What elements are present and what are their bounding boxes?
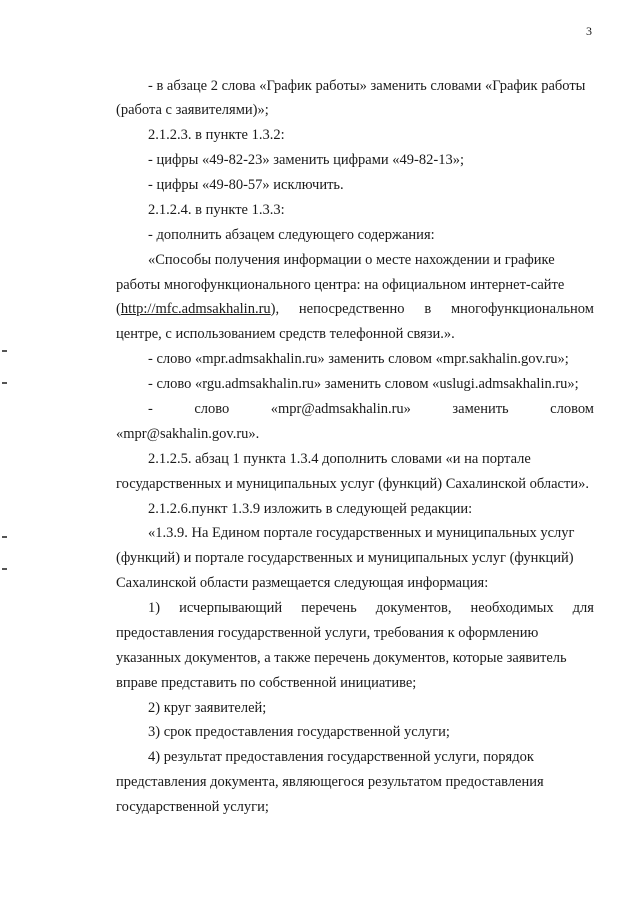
word: перечень: [301, 600, 357, 616]
text-line: представления документа, являющегося результатом предоставления: [116, 774, 544, 790]
text-line: «Способы получения информации о месте нахождении и графике: [148, 252, 555, 268]
text-line: указанных документов, а также перечень документов, которые заявитель: [116, 650, 567, 666]
text-line: государственных и муниципальных услуг (функций) Сахалинской области».: [116, 476, 589, 492]
text-line: - цифры «49-80-57» исключить.: [148, 177, 344, 193]
margin-mark: [2, 350, 7, 352]
text-line: государственной услуги;: [116, 799, 269, 815]
text-line: Сахалинской области размещается следующая информация:: [116, 575, 489, 591]
text-line: (работа с заявителями)»;: [116, 102, 269, 118]
text-fragment: ),: [270, 301, 280, 317]
text-line: [148, 400, 594, 418]
word: словом: [550, 401, 594, 417]
text-line: 3) срок предоставления государственной услуги;: [148, 724, 450, 740]
text-line: (функций) и портале государственных и муниципальных услуг (функций): [116, 550, 574, 566]
word: необходимых: [470, 600, 554, 616]
text-fragment: (: [116, 301, 121, 317]
text-line: предоставления государственной услуги, требования к оформлению: [116, 625, 539, 641]
word: слово: [194, 401, 230, 417]
word: для: [572, 600, 594, 616]
text-line: центре, с использованием средств телефонной связи.».: [116, 326, 455, 342]
word: -: [148, 401, 153, 417]
word: непосредственно: [298, 301, 405, 317]
text-line: - слово «rgu.admsakhalin.ru» заменить словом «uslugi.admsakhalin.ru»;: [148, 376, 579, 392]
text-line: 2) круг заявителей;: [148, 700, 267, 716]
mfc-site-link[interactable]: http://mfc.admsakhalin.ru: [120, 301, 271, 317]
text-line: 2.1.2.3. в пункте 1.3.2:: [148, 127, 285, 143]
text-line: 4) результат предоставления государственной услуги, порядок: [148, 749, 534, 765]
text-line: - слово «mpr.admsakhalin.ru» заменить словом «mpr.sakhalin.gov.ru»;: [148, 351, 569, 367]
text-line: «mpr@sakhalin.gov.ru».: [116, 426, 260, 442]
text-line: 2.1.2.6.пункт 1.3.9 изложить в следующей редакции:: [148, 501, 473, 517]
text-line: - в абзаце 2 слова «График работы» заменить словами «График работы: [148, 78, 586, 94]
margin-mark: [2, 536, 7, 538]
text-line: [116, 300, 594, 318]
word: исчерпывающий: [179, 600, 283, 616]
word: 1): [148, 600, 161, 616]
text-line: - цифры «49-82-23» заменить цифрами «49-82-13»;: [148, 152, 464, 168]
text-line: «1.3.9. На Едином портале государственных и муниципальных услуг: [148, 525, 575, 541]
text-line: 2.1.2.5. абзац 1 пункта 1.3.4 дополнить словами «и на портале: [148, 451, 531, 467]
word: многофункциональном: [451, 301, 594, 317]
text-line: - дополнить абзацем следующего содержания:: [148, 227, 435, 243]
margin-mark: [2, 568, 7, 570]
word: документов,: [375, 600, 452, 616]
text-line: 2.1.2.4. в пункте 1.3.3:: [148, 202, 285, 218]
page-number: 3: [586, 24, 592, 38]
text-line: [148, 599, 594, 617]
text-line: вправе представить по собственной инициативе;: [116, 675, 417, 691]
word: заменить: [452, 401, 509, 417]
word: «mpr@admsakhalin.ru»: [270, 401, 411, 417]
text-line: работы многофункционального центра: на официальном интернет-сайте: [116, 277, 565, 293]
word: в: [424, 301, 432, 317]
margin-mark: [2, 382, 7, 384]
